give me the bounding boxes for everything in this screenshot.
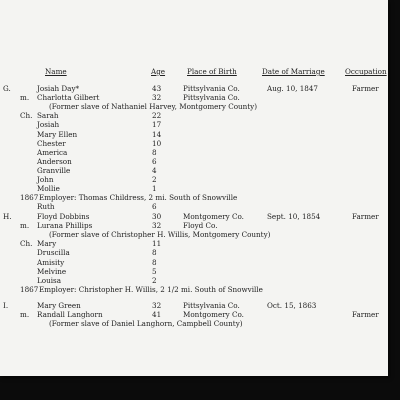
row-age: 6 (152, 156, 157, 166)
row-age: 8 (152, 257, 157, 267)
row-place-of-birth: Floyd Co. (183, 221, 218, 231)
row-age: 30 (152, 212, 162, 221)
row-name: Mary (37, 239, 57, 249)
row-name: Josiah Day* (37, 84, 80, 93)
row-prefix: m. (20, 221, 30, 231)
row-name: Charlotta Gilbert (37, 93, 100, 103)
row-name: Employer: Christopher H. Willis, 2 1/2 mi. South of Snowville (39, 284, 263, 294)
header-date-of-marriage: Date of Marriage (262, 67, 325, 76)
row-age: 43 (152, 84, 162, 93)
row-name: Randall Langhorn (37, 310, 103, 320)
row-age: 8 (152, 248, 157, 258)
row-name: (Former slave of Christopher H. Willis, Montgomery County) (49, 230, 271, 240)
entry-letter: H. (3, 212, 12, 221)
row-age: 32 (152, 221, 162, 231)
header-name: Name (45, 67, 67, 76)
header-place-of-birth: Place of Birth (187, 67, 237, 76)
row-age: 4 (152, 165, 157, 175)
row-age: 1 (152, 184, 157, 194)
row-prefix: 1867 (20, 193, 39, 203)
row-name: Anderson (37, 156, 72, 166)
row-name: Ruth (37, 202, 55, 212)
row-age: 14 (152, 129, 162, 139)
row-age: 6 (152, 202, 157, 212)
row-prefix: Ch. (20, 111, 33, 121)
row-name: Sarah (37, 111, 59, 121)
row-occupation: Farmer (352, 84, 379, 93)
row-age: 10 (152, 138, 162, 148)
row-occupation: Farmer (352, 310, 379, 320)
row-place-of-birth: Montgomery Co. (183, 310, 244, 320)
row-name: Mary Ellen (37, 129, 78, 139)
row-name: Melvine (37, 266, 67, 276)
row-place-of-birth: Pittsylvania Co. (183, 93, 240, 103)
row-place-of-birth: Montgomery Co. (183, 212, 244, 221)
row-name: (Former slave of Daniel Langhorn, Campbell County) (49, 319, 243, 329)
row-name: Chester (37, 138, 66, 148)
row-name: Amisity (37, 257, 65, 267)
row-name: Floyd Dobbins (37, 212, 90, 221)
row-date-of-marriage: Aug. 10, 1847 (267, 84, 318, 93)
row-prefix: m. (20, 310, 30, 320)
row-name: John (37, 175, 54, 184)
row-age: 8 (152, 147, 157, 157)
row-place-of-birth: Pittsylvania Co. (183, 84, 240, 93)
header-age: Age (151, 67, 166, 76)
row-age: 2 (152, 175, 157, 184)
row-name: Granville (37, 165, 71, 175)
row-age: 22 (152, 111, 162, 121)
row-name: Mary Green (37, 301, 81, 310)
row-age: 41 (152, 310, 162, 320)
row-name: Louisa (37, 275, 62, 285)
row-prefix: 1867 (20, 284, 39, 294)
entry-letter: I. (3, 301, 9, 310)
row-date-of-marriage: Oct. 15, 1863 (267, 301, 317, 310)
row-age: 2 (152, 275, 157, 285)
row-prefix: Ch. (20, 239, 33, 249)
row-occupation: Farmer (352, 212, 379, 221)
row-prefix: m. (20, 93, 30, 103)
row-name: Lurana Phillips (37, 221, 93, 231)
row-date-of-marriage: Sept. 10, 1854 (267, 212, 321, 221)
row-name: Druscilla (37, 248, 70, 258)
row-name: Josiah (37, 120, 60, 130)
row-name: (Former slave of Nathaniel Harvey, Montgomery County) (49, 102, 258, 112)
row-name: America (37, 147, 68, 157)
header-occupation: Occupation (345, 67, 387, 76)
row-name: Employer: Thomas Childress, 2 mi. South of Snowville (39, 193, 238, 203)
entry-letter: G. (3, 84, 11, 93)
row-age: 32 (152, 301, 162, 310)
row-age: 11 (152, 239, 162, 249)
row-name: Mollie (37, 184, 60, 194)
row-age: 32 (152, 93, 162, 103)
row-age: 5 (152, 266, 157, 276)
row-place-of-birth: Pittsylvania Co. (183, 301, 240, 310)
row-age: 17 (152, 120, 162, 130)
